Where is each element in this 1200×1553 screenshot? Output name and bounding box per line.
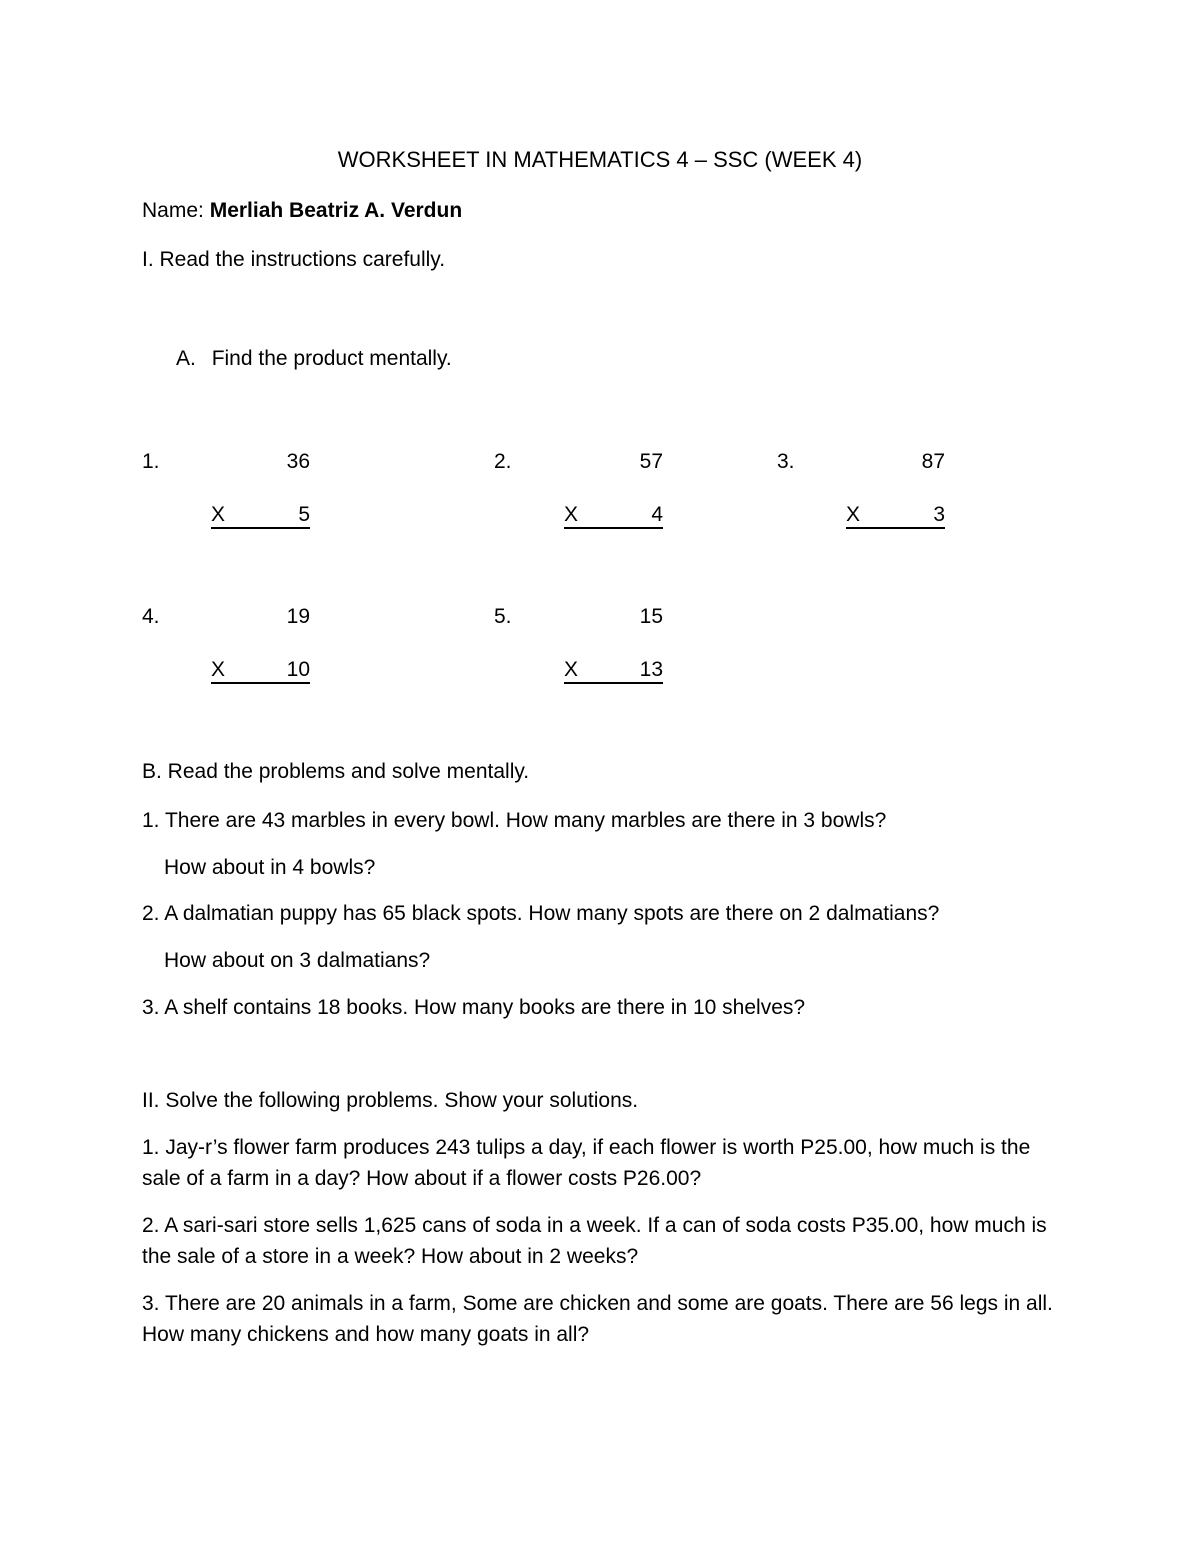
times-sign: X [846,503,861,526]
times-sign: X [564,503,579,526]
problem-4-multiplier: 10 [286,658,310,681]
part-b-problem-1: 1. There are 43 marbles in every bowl. How many marbles are there in 3 bowls? [142,809,887,832]
problem-3-top-number: 87 [921,450,945,473]
problem-4-label: 4. [142,605,160,628]
part-b-problem-1-followup: How about in 4 bowls? [164,856,376,879]
part-2-heading: II. Solve the following problems. Show your solutions. [142,1089,639,1112]
part-b-problem-3: 3. A shelf contains 18 books. How many books are there in 10 shelves? [142,996,806,1019]
part-b-problem-2: 2. A dalmatian puppy has 65 black spots. How many spots are there on 2 dalmatians? [142,902,940,925]
times-sign: X [211,658,226,681]
times-sign: X [211,503,226,526]
problem-2-top-number: 57 [639,450,663,473]
problem-5-multiplier-row [564,657,663,684]
name-label: Name: [142,199,204,222]
part-2-problem-1: 1. Jay-r’s flower farm produces 243 tulips a day, if each flower is worth P25.00, how much is the sale of a farm in a day? How about if a flower costs P26.00? [142,1136,1031,1190]
part-2-problem-3: 3. There are 20 animals in a farm, Some are chicken and some are goats. There are 56 legs in all. How many chickens and how many goats in all? [142,1292,1053,1346]
problem-5-label: 5. [494,605,512,628]
part-a-heading [176,346,452,371]
problem-3-label: 3. [777,450,795,473]
problem-2-multiplier-row [564,502,663,529]
part-1-heading: I. Read the instructions carefully. [142,248,446,271]
part-2-problem-2: 2. A sari-sari store sells 1,625 cans of soda in a week. If a can of soda costs P35.00, how much is the sale of a store in a week? How about in 2 weeks? [142,1214,1047,1268]
problem-3-multiplier: 3 [933,503,945,526]
problem-2-multiplier: 4 [651,503,663,526]
part-a-text: Find the product mentally. [211,347,452,370]
part-b-heading: B. Read the problems and solve mentally. [142,760,530,783]
part-b-problem-2-followup: How about on 3 dalmatians? [164,949,431,972]
problem-4-top-number: 19 [286,605,310,628]
problem-3-multiplier-row [846,502,945,529]
problem-2-label: 2. [494,450,512,473]
problem-1-multiplier-row [211,502,310,529]
problem-1-top-number: 36 [286,450,310,473]
problem-1-label: 1. [142,450,160,473]
problem-1-multiplier: 5 [298,503,310,526]
worksheet-title: WORKSHEET IN MATHEMATICS 4 – SSC (WEEK 4) [337,147,863,172]
part-a-letter: A. [176,347,196,370]
student-name: Merliah Beatriz A. Verdun [209,199,463,222]
problem-5-multiplier: 13 [639,658,663,681]
times-sign: X [564,658,579,681]
problem-4-multiplier-row [211,657,310,684]
problem-5-top-number: 15 [639,605,663,628]
name-line [142,198,462,223]
